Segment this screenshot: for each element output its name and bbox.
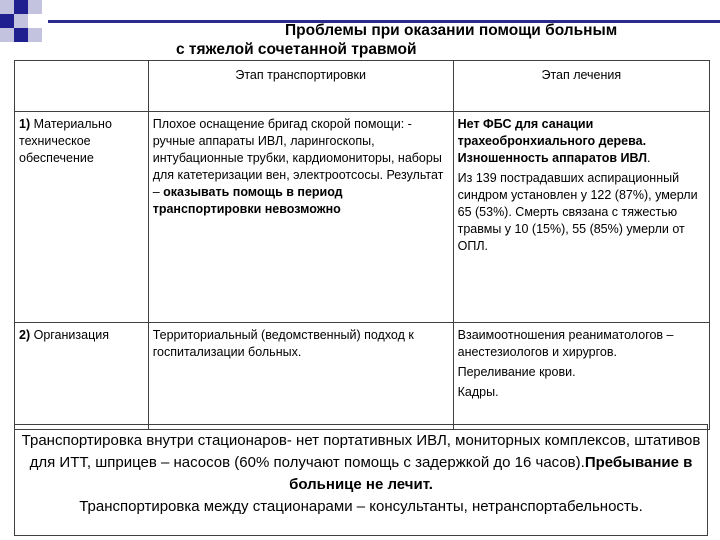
transport-cell <box>148 323 453 430</box>
table-header-row <box>15 61 710 112</box>
row-number: 1) <box>19 117 31 131</box>
decor-square <box>14 0 28 14</box>
header-cell-empty <box>15 61 149 112</box>
summary-text: Транспортировка внутри стационаров- нет портативных ИВЛ, мониторных комплексов, штативов для ИТТ, шприцев – насосов (60% получают помощь с задержкой до 16 часов). <box>21 432 701 471</box>
treatment-item: Кадры. <box>457 385 499 399</box>
summary-bold: Пребывание в больнице не лечит. <box>289 454 693 493</box>
decor-square <box>0 0 14 14</box>
treatment-bold-end: . <box>647 151 651 165</box>
problems-table <box>14 60 710 430</box>
row-label: Материально техническое обеспечение <box>19 117 112 165</box>
treatment-cell <box>453 323 709 430</box>
treatment-bold-text: Нет ФБС для санации трахеобронхиального дерева. Изношенность аппаратов ИВЛ <box>457 117 647 165</box>
row-label: Организация <box>30 328 109 342</box>
table-row <box>15 112 710 323</box>
row-number: 2) <box>19 328 31 342</box>
treatment-text: Из 139 пострадавших аспирационный синдром установлен у 122 (87%), умерли 65 (53%). Смерть связана с тяжестью травмы у 10 (15%), 55 (85%) умерли от ОПЛ. <box>457 171 698 253</box>
header-cell-transport: Этап транспортировки <box>148 61 453 112</box>
treatment-item: Взаимоотношения реаниматологов – анестезиологов и хирургов. <box>457 328 674 359</box>
transport-cell <box>148 112 453 323</box>
row-label-cell <box>15 323 149 430</box>
title-line-1: Проблемы при оказании помощи больным <box>285 22 618 39</box>
treatment-cell <box>453 112 709 323</box>
transport-text: Плохое оснащение бригад скорой помощи: - ручные аппараты ИВЛ, ларингоскопы, интубационные трубки, кардиомониторы, наборы для катетеризации вен, электроотсосы. Результат – <box>152 117 444 199</box>
summary-text-2: Транспортировка между стационарами – консультанты, нетранспортабельность. <box>79 498 643 515</box>
row-label-cell <box>15 112 149 323</box>
summary-box <box>14 424 708 536</box>
treatment-item: Переливание крови. <box>457 365 576 379</box>
header-cell-treatment: Этап лечения <box>453 61 709 112</box>
decor-square <box>28 0 42 14</box>
table-row <box>15 323 710 430</box>
transport-text: Территориальный (ведомственный) подход к госпитализации больных. <box>152 328 414 359</box>
treatment-heading <box>458 116 705 167</box>
title-line-2: с тяжелой сочетанной травмой <box>176 41 417 58</box>
transport-result: оказывать помощь в период транспортировки невозможно <box>152 185 343 216</box>
page-title <box>0 21 720 61</box>
